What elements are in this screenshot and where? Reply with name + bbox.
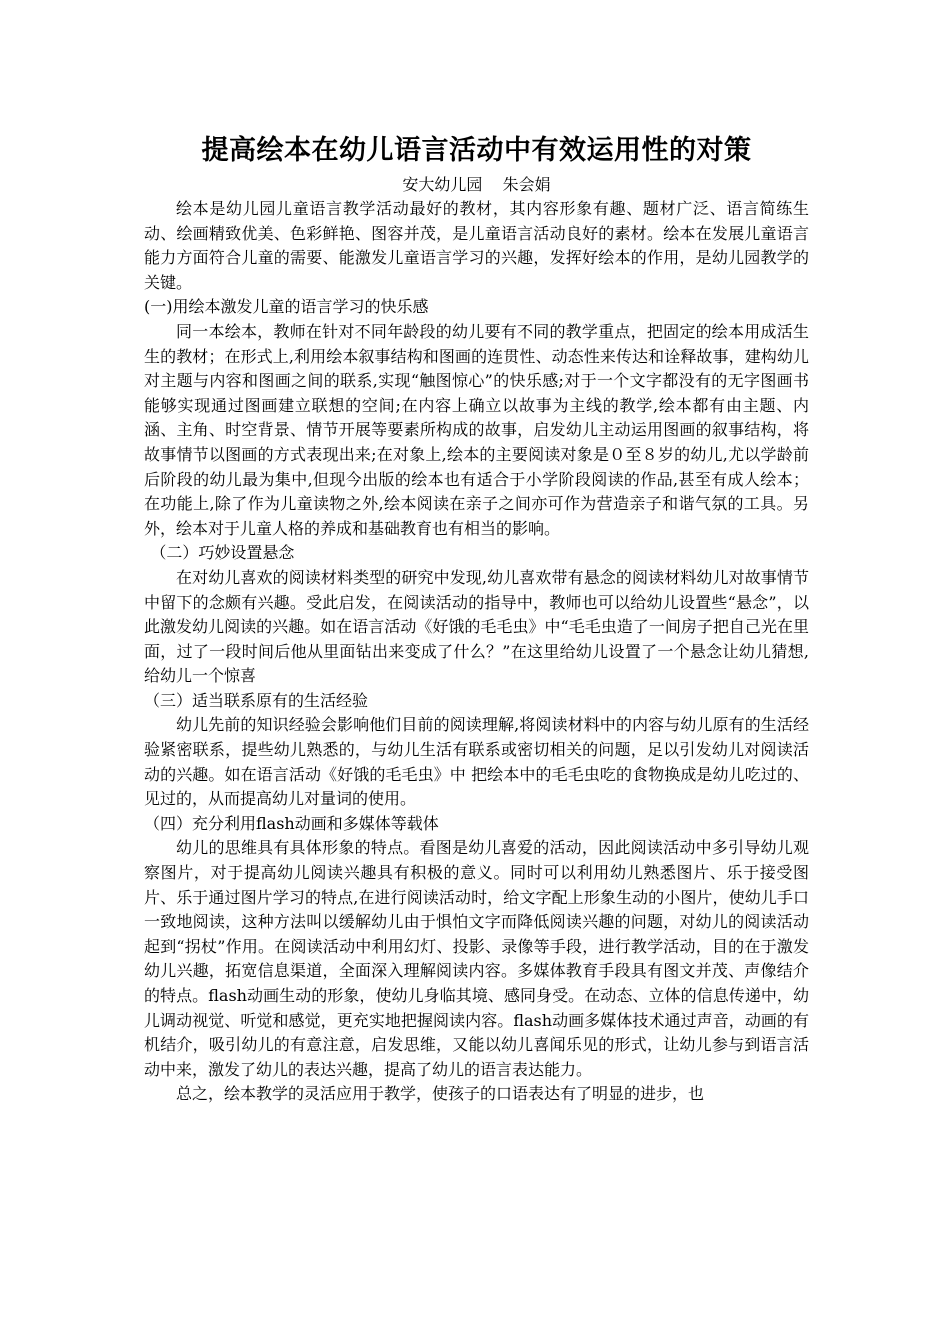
section-body-1: 同一本绘本，教师在针对不同年龄段的幼儿要有不同的教学重点，把固定的绘本用成活生生的教材；在形式上,利用绘本叙事结构和图画的连贯性、动态性来传达和诠释故事，建构幼儿对主题与内容和图画之间的联系,实现“触图惊心”的快乐感;对于一个文字都没有的无字图画书能够实现通过图画建立联想的空间;在内容上确立以故事为主线的教学,绘本都有由主题、内涵、主角、时空背景、情节开展等要素所构成的故事，启发幼儿主动运用图画的叙事结构，将故事情节以图画的方式表现出来;在对象上,绘本的主要阅读对象是０至８岁的幼儿,尤以学龄前后阶段的幼儿最为集中,但现今出版的绘本也有适合于小学阶段阅读的作品,甚至有成人绘本；在功能上,除了作为儿童读物之外,绘本阅读在亲子之间亦可作为营造亲子和谐气氛的工具。另外，绘本对于儿童人格的养成和基础教育也有相当的影响。 — [144, 321, 809, 538]
section-body-3: 幼儿先前的知识经验会影响他们目前的阅读理解,将阅读材料中的内容与幼儿原有的生活经验紧密联系，提些幼儿熟悉的，与幼儿生活有联系或密切相关的问题，足以引发幼儿对阅读活动的兴趣。如在语言活动《好饿的毛毛虫》中 把绘本中的毛毛虫吃的食物换成是幼儿吃过的、见过的，从而提高幼儿对量词的使用。 — [144, 715, 809, 809]
section-heading-3: （三）适当联系原有的生活经验 — [144, 690, 369, 710]
section-heading-1: (一)用绘本激发儿童的语言学习的快乐感 — [144, 297, 429, 317]
section-heading-2: （二）巧妙设置悬念 — [150, 543, 295, 563]
section-body-2: 在对幼儿喜欢的阅读材料类型的研究中发现,幼儿喜欢带有悬念的阅读材料幼儿对故事情节中留下的念颇有兴趣。受此启发，在阅读活动的指导中，教师也可以给幼儿设置些“悬念”，以此激发幼儿阅读的兴趣。如在语言活动《好饿的毛毛虫》中“毛毛虫造了一间房子把自己光在里面，过了一段时间后他从里面钻出来变成了什么？”在这里给幼儿设置了一个悬念让幼儿猜想,给幼儿一个惊喜 — [144, 567, 809, 686]
section-heading-4: （四）充分利用flash动画和多媒体等载体 — [144, 813, 439, 833]
author-line: 安大幼儿园 朱会娟 — [402, 175, 551, 194]
intro-paragraph: 绘本是幼儿园儿童语言教学活动最好的教材，其内容形象有趣、题材广泛、语言简练生动、绘画精致优美、色彩鲜艳、图容并茂，是儿童语言活动良好的素材。绘本在发展儿童语言能力方面符合儿童的需要、能激发儿童语言学习的兴趣，发挥好绘本的作用，是幼儿园教学的关键。 — [144, 199, 809, 292]
closing-paragraph: 总之，绘本教学的灵活应用于教学，使孩子的口语表达有了明显的进步，也 — [176, 1084, 705, 1104]
document-title: 提高绘本在幼儿语言活动中有效运用性的对策 — [201, 135, 752, 166]
document-page — [144, 132, 809, 1107]
section-body-4: 幼儿的思维具有具体形象的特点。看图是幼儿喜爱的活动，因此阅读活动中多引导幼儿观察图片，对于提高幼儿阅读兴趣具有积极的意义。同时可以利用幼儿熟悉图片、乐于接受图片、乐于通过图片学习的特点,在进行阅读活动时，给文字配上形象生动的小图片，使幼儿手口一致地阅读，这种方法叫以缓解幼儿由于惧怕文字而降低阅读兴趣的问题，对幼儿的阅读活动起到“拐杖”作用。在阅读活动中利用幻灯、投影、录像等手段，进行教学活动，目的在于激发幼儿兴趣，拓宽信息渠道，全面深入理解阅读内容。多媒体教育手段具有图文并茂、声像结介的特点。flash动画生动的形象，使幼儿身临其境、感同身受。在动态、立体的信息传递中，幼儿调动视觉、听觉和感觉，更充实地把握阅读内容。flash动画多媒体技术通过声音，动画的有机结介，吸引幼儿的有意注意，启发思维，又能以幼儿喜闻乐见的形式，让幼儿参与到语言活动中来，激发了幼儿的表达兴趣，提高了幼儿的语言表达能力。 — [144, 838, 809, 1079]
